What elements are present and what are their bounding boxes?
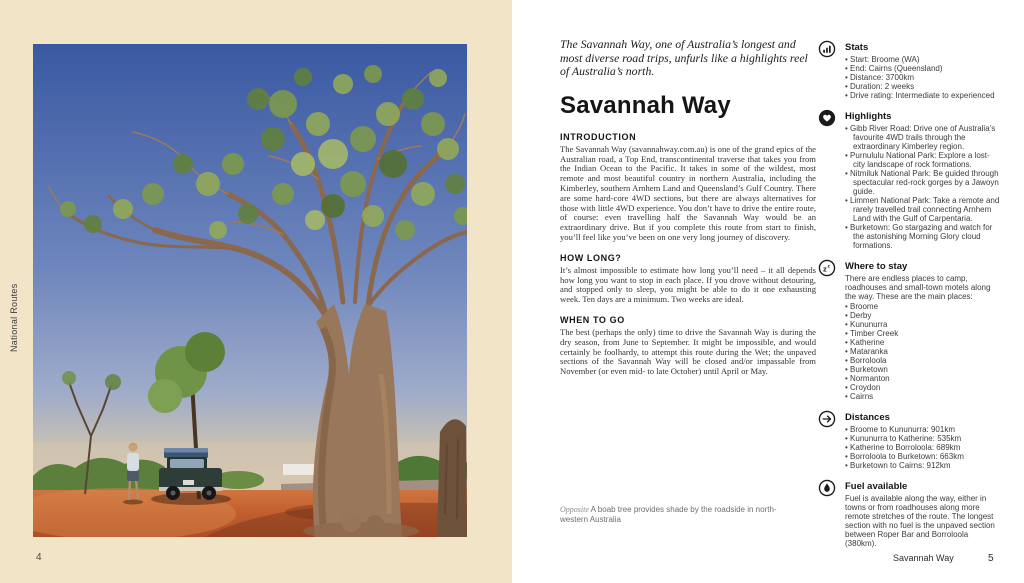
chapter-tab-label: National Routes xyxy=(9,283,19,352)
boab-tree-photo xyxy=(33,44,467,537)
where-to-stay-intro: There are endless places to camp, roadhouses and small-town motels along the way. These are the main places: xyxy=(845,274,991,301)
svg-text:z: z xyxy=(827,264,831,270)
main-column xyxy=(560,38,816,387)
list-item: • Burketown xyxy=(845,365,1000,374)
list-item: • Burketown: Go stargazing and watch for the astonishing Morning Glory cloud formations. xyxy=(845,223,1000,250)
highlights-list xyxy=(845,124,1000,250)
stats-list xyxy=(845,55,1000,100)
page-number-left: 4 xyxy=(36,552,42,563)
list-item: • Katherine xyxy=(845,338,1000,347)
list-item: • End: Cairns (Queensland) xyxy=(845,64,1000,73)
section-heading-when-to-go: WHEN TO GO xyxy=(560,314,625,325)
boab-tree-illustration xyxy=(33,44,467,537)
running-footer-title: Savannah Way xyxy=(893,553,954,563)
infobox-highlights xyxy=(818,109,1000,250)
places-list xyxy=(845,302,1000,401)
infobox-title: Where to stay xyxy=(845,261,908,272)
list-item: • Start: Broome (WA) xyxy=(845,55,1000,64)
list-item: • Drive rating: Intermediate to experienced xyxy=(845,91,1000,100)
infobox-where-to-stay xyxy=(818,259,1000,401)
list-item: • Broome to Kununurra: 901km xyxy=(845,425,1000,434)
infobox-title: Fuel available xyxy=(845,481,908,492)
infobox-title: Stats xyxy=(845,42,869,53)
list-item: • Croydon xyxy=(845,383,1000,392)
list-item: • Cairns xyxy=(845,392,1000,401)
section-heading-introduction: INTRODUCTION xyxy=(560,131,637,142)
right-page xyxy=(512,0,1024,583)
arrow-right-icon xyxy=(818,410,836,428)
infobox-distances xyxy=(818,410,1000,470)
list-item: • Katherine to Borroloola: 689km xyxy=(845,443,1000,452)
section-body-introduction: The Savannah Way (savannahway.com.au) is one of the grand epics of the Australian road, a Top End, transcontinental traverse that takes you from the Indian Ocean to the Pacific. It takes in some of the wildest, most remote and most beautiful country in northern Australia, including the Kimberley, southern Arnhem Land and Queensland’s Gulf Country. There are some hard-core 4WD sections, but there are always alternatives for those with little 4WD experience. You don’t have to drive the entire route, of course: even travelling half the Savannah Way would be an extraordinary drive. But if you complete this route from start to finish, you’ll feel like you’ve been on one very long journey of discovery. xyxy=(560,143,816,242)
page-number-right: 5 xyxy=(988,553,994,564)
heart-icon xyxy=(818,109,836,127)
list-item: • Purnululu National Park: Explore a lost-city landscape of rock formations. xyxy=(845,151,1000,169)
page-title: Savannah Way xyxy=(560,91,731,119)
infobox-stats xyxy=(818,40,1000,100)
bar-chart-icon xyxy=(818,40,836,58)
list-item: • Nitmiluk National Park: Be guided through spectacular red-rock gorges by a Jawoyn guide. xyxy=(845,169,1000,196)
fuel-drop-icon xyxy=(818,479,836,497)
sleep-icon xyxy=(818,259,836,277)
list-item: • Borroloola to Burketown: 663km xyxy=(845,452,1000,461)
list-item: • Mataranka xyxy=(845,347,1000,356)
list-item: • Borroloola xyxy=(845,356,1000,365)
list-item: • Kununurra xyxy=(845,320,1000,329)
fuel-body: Fuel is available along the way, either in towns or from roadhouses along more remote stretches of the route. The longest section with no fuel is the unpaved section between Roper Bar and Borroloola (380km). xyxy=(845,494,995,548)
section-body-how-long: It’s almost impossible to estimate how long you’ll need – it all depends how long you want to stop in each place. If you drove without detouring, and stopped only to sleep, you might be able to do it one exhausting week. Ten days are a minimum. Two weeks are ideal. xyxy=(560,264,816,305)
caption-text: A boab tree provides shade by the roadside in north-western Australia xyxy=(560,505,777,524)
list-item: • Burketown to Cairns: 912km xyxy=(845,461,1000,470)
info-sidebar xyxy=(818,40,1000,558)
list-item: • Timber Creek xyxy=(845,329,1000,338)
list-item: • Limmen National Park: Take a remote and rarely travelled trail connecting Arnhem Land with the Gulf of Carpentaria. xyxy=(845,196,1000,223)
list-item: • Normanton xyxy=(845,374,1000,383)
list-item: • Duration: 2 weeks xyxy=(845,82,1000,91)
infobox-fuel xyxy=(818,479,1000,549)
list-item: • Kununurra to Katherine: 535km xyxy=(845,434,1000,443)
list-item: • Distance: 3700km xyxy=(845,73,1000,82)
infobox-title: Distances xyxy=(845,412,890,423)
distances-list xyxy=(845,425,1000,470)
infobox-title: Highlights xyxy=(845,111,892,122)
svg-text:z: z xyxy=(823,264,827,274)
list-item: • Derby xyxy=(845,311,1000,320)
section-body-when-to-go: The best (perhaps the only) time to drive the Savannah Way is during the dry season, from June to September. It might be impossible, and would certainly be foolhardy, to attempt this route during the Wet; the unpaved sections of the Savannah Way will be closed and/or impassable from November (or even mid- to late October) until April or May. xyxy=(560,326,816,377)
intro-quote: The Savannah Way, one of Australia’s longest and most diverse road trips, unfurls like a highlights reel of Australia’s north. xyxy=(560,37,808,79)
list-item: • Gibb River Road: Drive one of Australia’s favourite 4WD trails through the extraordinary Kimberley region. xyxy=(845,124,1000,151)
caption-label: Opposite xyxy=(560,505,589,514)
list-item: • Broome xyxy=(845,302,1000,311)
photo-caption xyxy=(560,505,795,525)
section-heading-how-long: HOW LONG? xyxy=(560,252,622,263)
